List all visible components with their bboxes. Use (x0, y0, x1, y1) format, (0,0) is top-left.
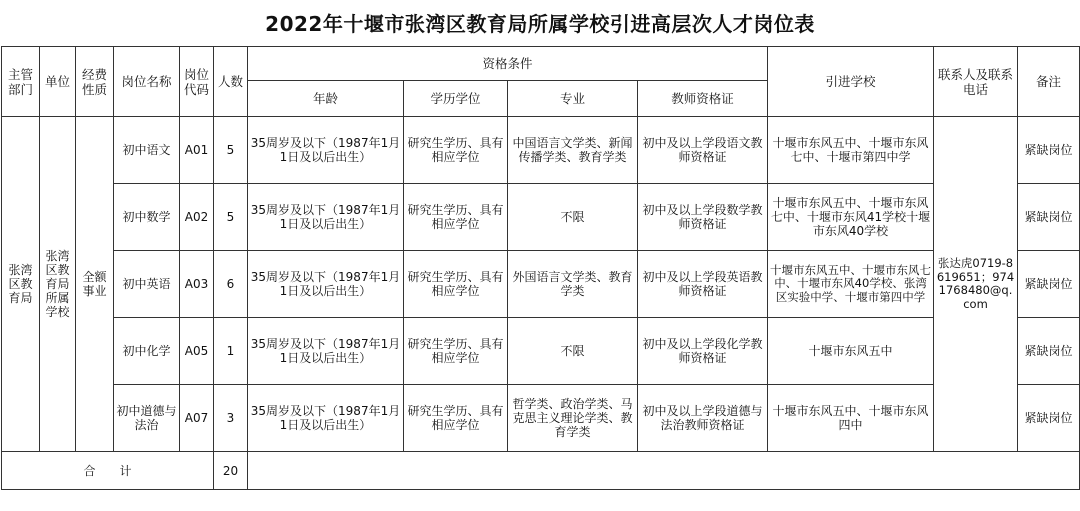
cell-major: 不限 (508, 184, 638, 251)
cell-age: 35周岁及以下（1987年1月1日及以后出生） (248, 184, 404, 251)
cell-major: 哲学类、政治学类、马克思主义理论学类、教育学类 (508, 385, 638, 452)
cell-count: 3 (214, 385, 248, 452)
header-certificate: 教师资格证 (638, 81, 768, 117)
cell-education: 研究生学历、具有相应学位 (404, 251, 508, 318)
cell-age: 35周岁及以下（1987年1月1日及以后出生） (248, 117, 404, 184)
cell-certificate: 初中及以上学段化学教师资格证 (638, 318, 768, 385)
cell-schools: 十堰市东风五中、十堰市东风七中、十堰市东风40学校、张湾区实验中学、十堰市第四中学 (768, 251, 934, 318)
cell-major: 不限 (508, 318, 638, 385)
cell-remark: 紧缺岗位 (1018, 117, 1080, 184)
cell-code: A05 (180, 318, 214, 385)
cell-code: A07 (180, 385, 214, 452)
cell-dept: 张湾区教育局 (2, 117, 40, 452)
cell-education: 研究生学历、具有相应学位 (404, 117, 508, 184)
cell-code: A02 (180, 184, 214, 251)
cell-position: 初中英语 (114, 251, 180, 318)
total-label: 合 计 (2, 452, 214, 490)
header-education: 学历学位 (404, 81, 508, 117)
total-row (2, 452, 1080, 490)
position-table (1, 46, 1080, 490)
cell-funding: 全额事业 (76, 117, 114, 452)
cell-remark: 紧缺岗位 (1018, 318, 1080, 385)
cell-schools: 十堰市东风五中、十堰市东风七中、十堰市东风41学校十堰市东风40学校 (768, 184, 934, 251)
cell-position: 初中数学 (114, 184, 180, 251)
table-row (2, 184, 1080, 251)
header-dept: 主管部门 (2, 47, 40, 117)
cell-certificate: 初中及以上学段英语教师资格证 (638, 251, 768, 318)
cell-certificate: 初中及以上学段语文教师资格证 (638, 117, 768, 184)
cell-count: 5 (214, 117, 248, 184)
cell-count: 5 (214, 184, 248, 251)
header-row-1 (2, 47, 1080, 81)
total-blank (248, 452, 1080, 490)
cell-position: 初中化学 (114, 318, 180, 385)
header-age: 年龄 (248, 81, 404, 117)
header-schools: 引进学校 (768, 47, 934, 117)
header-remark: 备注 (1018, 47, 1080, 117)
table-row (2, 385, 1080, 452)
cell-major: 外国语言文学类、教育学类 (508, 251, 638, 318)
header-qualification: 资格条件 (248, 47, 768, 81)
header-contact: 联系人及联系电话 (934, 47, 1018, 117)
cell-schools: 十堰市东风五中、十堰市东风七中、十堰市第四中学 (768, 117, 934, 184)
header-code: 岗位代码 (180, 47, 214, 117)
cell-age: 35周岁及以下（1987年1月1日及以后出生） (248, 318, 404, 385)
cell-major: 中国语言文学类、新闻传播学类、教育学类 (508, 117, 638, 184)
header-position: 岗位名称 (114, 47, 180, 117)
cell-schools: 十堰市东风五中 (768, 318, 934, 385)
cell-count: 1 (214, 318, 248, 385)
cell-contact: 张达虎0719-8619651；9741768480@q.com (934, 117, 1018, 452)
header-funding: 经费性质 (76, 47, 114, 117)
header-major: 专业 (508, 81, 638, 117)
cell-position: 初中语文 (114, 117, 180, 184)
table-row (2, 251, 1080, 318)
cell-education: 研究生学历、具有相应学位 (404, 184, 508, 251)
table-row (2, 117, 1080, 184)
cell-remark: 紧缺岗位 (1018, 385, 1080, 452)
cell-age: 35周岁及以下（1987年1月1日及以后出生） (248, 251, 404, 318)
cell-count: 6 (214, 251, 248, 318)
cell-remark: 紧缺岗位 (1018, 184, 1080, 251)
cell-certificate: 初中及以上学段道德与法治教师资格证 (638, 385, 768, 452)
cell-code: A03 (180, 251, 214, 318)
cell-certificate: 初中及以上学段数学教师资格证 (638, 184, 768, 251)
cell-education: 研究生学历、具有相应学位 (404, 318, 508, 385)
header-unit: 单位 (40, 47, 76, 117)
cell-remark: 紧缺岗位 (1018, 251, 1080, 318)
table-row (2, 318, 1080, 385)
cell-schools: 十堰市东风五中、十堰市东风四中 (768, 385, 934, 452)
total-count: 20 (214, 452, 248, 490)
cell-unit: 张湾区教育局所属学校 (40, 117, 76, 452)
header-count: 人数 (214, 47, 248, 117)
cell-education: 研究生学历、具有相应学位 (404, 385, 508, 452)
cell-position: 初中道德与法治 (114, 385, 180, 452)
document-title: 2022年十堰市张湾区教育局所属学校引进高层次人才岗位表 (265, 12, 815, 36)
cell-age: 35周岁及以下（1987年1月1日及以后出生） (248, 385, 404, 452)
cell-code: A01 (180, 117, 214, 184)
